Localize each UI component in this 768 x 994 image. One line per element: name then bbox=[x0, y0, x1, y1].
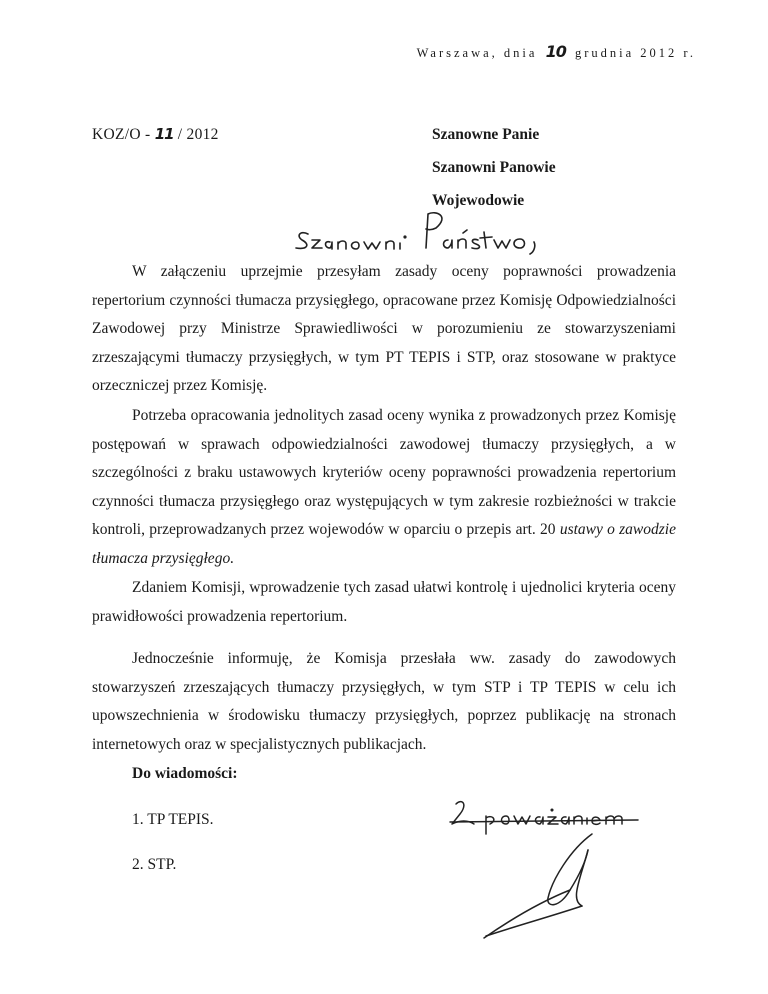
handwritten-salutation bbox=[286, 206, 556, 261]
cc-title: Do wiadomości: bbox=[132, 765, 238, 782]
addressee-line: Szanowne Panie bbox=[432, 126, 540, 143]
cc-item: 2. STP. bbox=[132, 856, 177, 873]
paragraph: Zdaniem Komisji, wprowadzenie tych zasad ułatwi kontrolę i ujednolici kryteria oceny prawidłowości prowadzenia repertorium. bbox=[92, 579, 676, 625]
handwritten-signature bbox=[420, 790, 680, 945]
paragraph: W załączeniu uprzejmie przesyłam zasady oceny poprawności prowadzenia repertorium czynności tłumacza przysięgłego, opracowane przez Komisję Odpowiedzialności Zawodowej przy Ministrze Sprawiedliwości w porozumieniu ze stowarzyszeniami zrzeszającymi tłumaczy przysięgłych, w tym PT TEPIS i STP, oraz stosowane w praktyce orzeczniczej przez Komisję. bbox=[92, 263, 676, 395]
reference-number bbox=[92, 125, 219, 144]
date-day-handwritten: 10 bbox=[545, 42, 566, 61]
statute-title: ustawy o zawodzie tłumacza przysięgłego. bbox=[92, 521, 676, 567]
addressee-line: Szanowni Panowie bbox=[432, 159, 556, 176]
paragraph-text: Potrzeba opracowania jednolitych zasad oceny wynika z prowadzonych przez Komisję postępowań w sprawach odpowiedzialności zawodowej tłumaczy przysięgłych, a w szczególności z braku ustawowych kryteriów oceny poprawności prowadzenia repertorium czynności tłumacza przysięgłego oraz występujących w tym zakresie rozbieżności w trakcie kontroli, przeprowadzanych przez wojewodów w oparciu o przepis art. 20 bbox=[92, 407, 676, 539]
cc-item: 1. TP TEPIS. bbox=[132, 811, 214, 828]
reference-prefix: KOZ/O - bbox=[92, 126, 151, 143]
paragraph: Jednocześnie informuję, że Komisja przesłała ww. zasady do zawodowych stowarzyszeń zrzeszających tłumaczy przysięgłych, w tym STP i TP TEPIS w celu ich upowszechnienia w środowisku tłumaczy przysięgłych, poprzez publikację na stronach internetowych oraz w specjalistycznych publikacjach. bbox=[92, 650, 676, 753]
addressee-line: Wojewodowie bbox=[432, 192, 525, 209]
paragraph bbox=[92, 402, 676, 574]
reference-suffix: / 2012 bbox=[177, 126, 219, 143]
handwritten-salutation-drawing bbox=[286, 206, 556, 256]
signature-drawing bbox=[420, 790, 680, 940]
date-line bbox=[417, 42, 696, 61]
reference-number-handwritten: 11 bbox=[154, 125, 174, 143]
date-prefix: Warszawa, dnia bbox=[416, 46, 538, 60]
date-suffix: grudnia 2012 r. bbox=[574, 46, 696, 60]
